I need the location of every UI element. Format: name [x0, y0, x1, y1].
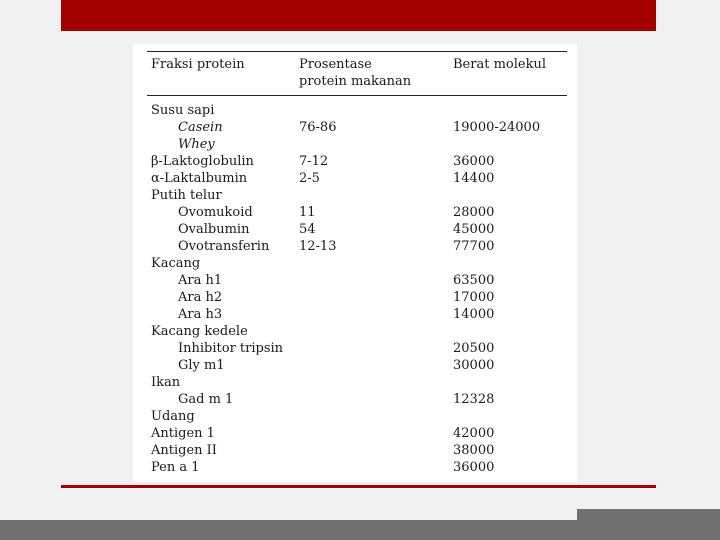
table-row	[133, 170, 577, 187]
protein-fraction-cell: Kacang	[151, 256, 201, 271]
percentage-cell: 54	[299, 222, 316, 237]
column-header-fraction: Fraksi protein	[151, 57, 245, 72]
table-row	[133, 323, 577, 340]
protein-fraction-cell: Putih telur	[151, 188, 222, 203]
molecular-weight-cell: 36000	[453, 460, 495, 475]
table-row	[133, 153, 577, 170]
table-top-rule	[147, 51, 567, 52]
protein-fraction-cell: Antigen II	[151, 443, 217, 458]
protein-fraction-cell: Udang	[151, 409, 195, 424]
footer-accent-rule	[61, 485, 656, 488]
protein-fraction-cell: Ara h3	[178, 307, 223, 322]
molecular-weight-cell: 36000	[453, 154, 495, 169]
footer-corner-block	[577, 509, 720, 540]
protein-fraction-cell: Ovotransferin	[178, 239, 270, 254]
molecular-weight-cell: 14400	[453, 171, 495, 186]
percentage-cell: 12-13	[299, 239, 337, 254]
protein-fraction-cell: Pen a 1	[151, 460, 200, 475]
table-row	[133, 204, 577, 221]
table-row	[133, 272, 577, 289]
table-row	[133, 221, 577, 238]
protein-fraction-cell: Inhibitor tripsin	[178, 341, 284, 356]
table-row	[133, 408, 577, 425]
molecular-weight-cell: 20500	[453, 341, 495, 356]
molecular-weight-cell: 12328	[453, 392, 495, 407]
table-row	[133, 374, 577, 391]
protein-fraction-cell: Ara h2	[178, 290, 223, 305]
table-row	[133, 255, 577, 272]
column-header-percentage: Prosentase protein makanan	[299, 57, 412, 89]
percentage-cell: 76-86	[299, 120, 337, 135]
table-row	[133, 459, 577, 476]
protein-fraction-cell: Ara h1	[178, 273, 223, 288]
table-header-rule	[147, 95, 567, 96]
molecular-weight-cell: 17000	[453, 290, 495, 305]
protein-fraction-cell: α-Laktalbumin	[151, 171, 248, 186]
molecular-weight-cell: 28000	[453, 205, 495, 220]
protein-fraction-cell: Ovomukoid	[178, 205, 253, 220]
protein-fraction-cell: Antigen 1	[151, 426, 215, 441]
table-row	[133, 306, 577, 323]
table-row	[133, 187, 577, 204]
molecular-weight-cell: 42000	[453, 426, 495, 441]
protein-fraction-cell: Casein	[178, 120, 223, 135]
molecular-weight-cell: 45000	[453, 222, 495, 237]
molecular-weight-cell: 14000	[453, 307, 495, 322]
molecular-weight-cell: 77700	[453, 239, 495, 254]
protein-fraction-cell: Whey	[178, 137, 215, 152]
molecular-weight-cell: 63500	[453, 273, 495, 288]
table-row	[133, 340, 577, 357]
percentage-cell: 11	[299, 205, 316, 220]
protein-table	[133, 44, 577, 482]
percentage-cell: 7-12	[299, 154, 329, 169]
protein-fraction-cell: Ikan	[151, 375, 181, 390]
molecular-weight-cell: 30000	[453, 358, 495, 373]
protein-fraction-cell: Susu sapi	[151, 103, 215, 118]
table-row	[133, 425, 577, 442]
table-row	[133, 238, 577, 255]
table-row	[133, 102, 577, 119]
protein-fraction-cell: Gly m1	[178, 358, 225, 373]
table-row	[133, 119, 577, 136]
table-row	[133, 289, 577, 306]
protein-fraction-cell: Kacang kedele	[151, 324, 248, 339]
table-row	[133, 442, 577, 459]
percentage-cell: 2-5	[299, 171, 320, 186]
molecular-weight-cell: 38000	[453, 443, 495, 458]
header-accent-bar	[61, 0, 656, 31]
protein-fraction-cell: β-Laktoglobulin	[151, 154, 254, 169]
molecular-weight-cell: 19000-24000	[453, 120, 541, 135]
table-row	[133, 136, 577, 153]
column-header-weight: Berat molekul	[453, 57, 546, 72]
table-row	[133, 391, 577, 408]
protein-fraction-cell: Gad m 1	[178, 392, 234, 407]
table-row	[133, 357, 577, 374]
protein-fraction-cell: Ovalbumin	[178, 222, 250, 237]
